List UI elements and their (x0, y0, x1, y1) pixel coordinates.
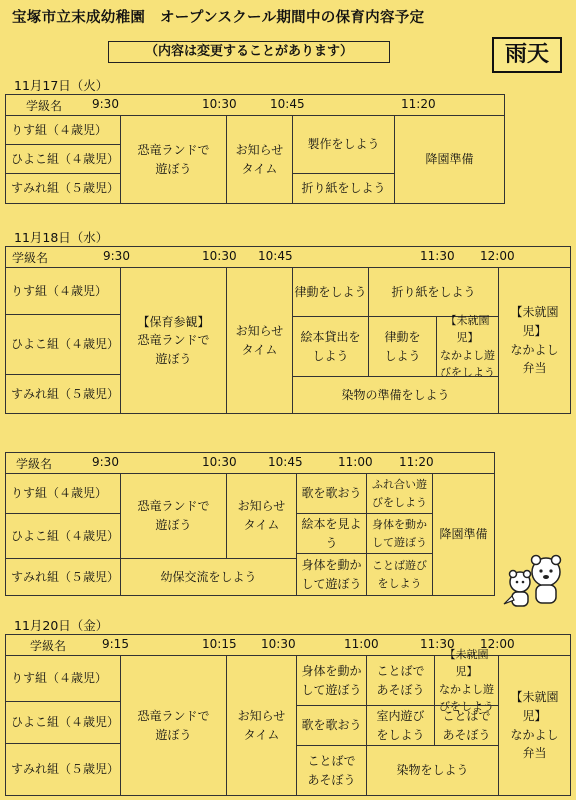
activity-cell: 恐竜ランドで 遊ぼう (120, 115, 226, 203)
time-label: 10:45 (270, 97, 305, 111)
activity-cell: お知らせ タイム (226, 473, 296, 558)
activity-cell: 【未就園児】 なかよし遊 びをしよう (434, 655, 498, 705)
header-class-label: 学級名 (26, 99, 63, 113)
activity-cell: 恐竜ランドで 遊ぼう (120, 655, 226, 795)
time-label: 10:15 (202, 637, 237, 651)
activity-cell: 【未就園児】 なかよし 弁当 (498, 655, 570, 795)
activity-cell: お知らせ タイム (226, 115, 292, 203)
activity-cell: 染物をしよう (366, 745, 498, 795)
date-label: 11月17日（火） (14, 78, 109, 93)
activity-cell: 律動を しよう (368, 316, 436, 376)
activity-cell: 歌を歌おう (296, 705, 366, 745)
activity-cell: 折り紙をしよう (292, 173, 394, 203)
activity-cell: ことば遊び をしよう (366, 553, 432, 595)
class-name: りす組（４歳児） (5, 267, 120, 314)
time-label: 12:00 (480, 249, 515, 263)
header-class-label: 学級名 (16, 457, 53, 471)
time-label: 10:30 (202, 97, 237, 111)
time-label: 11:00 (338, 455, 373, 469)
class-name: ひよこ組（４歳児） (5, 701, 120, 743)
activity-cell: 恐竜ランドで 遊ぼう (120, 473, 226, 558)
activity-cell: 幼保交流をしよう (120, 558, 296, 595)
activity-cell: 降園準備 (394, 115, 504, 203)
header-class-label: 学級名 (30, 639, 67, 653)
class-name: りす組（４歳児） (5, 115, 120, 144)
activity-cell: 【未就園児】 なかよし遊 びをしよう (436, 316, 498, 376)
activity-cell: 絵本を見よう (296, 513, 366, 553)
time-label: 10:45 (258, 249, 293, 263)
class-name: すみれ組（５歳児） (5, 374, 120, 413)
class-name: りす組（４歳児） (5, 473, 120, 513)
class-name: ひよこ組（４歳児） (5, 144, 120, 173)
time-label: 11:30 (420, 637, 455, 651)
date-label: 11月20日（金） (14, 618, 109, 633)
activity-cell: 製作をしよう (292, 115, 394, 173)
time-label: 11:20 (399, 455, 434, 469)
activity-cell: ことばで あそぼう (434, 705, 498, 745)
page-title: 宝塚市立末成幼稚園 オープンスクール期間中の保育内容予定 (12, 10, 425, 26)
time-label: 10:30 (261, 637, 296, 651)
activity-cell: 身体を動か して遊ぼう (296, 655, 366, 705)
time-label: 11:20 (401, 97, 436, 111)
activity-cell: 身体を動か して遊ぼう (296, 553, 366, 595)
activity-cell: お知らせ タイム (226, 267, 292, 413)
activity-cell: 身体を動か して遊ぼう (366, 513, 432, 553)
schedule-table (5, 94, 505, 204)
bear-illustration-icon (500, 548, 570, 610)
time-header (6, 453, 494, 474)
time-label: 12:00 (480, 637, 515, 651)
activity-cell: ことばで あそぼう (366, 655, 434, 705)
time-label: 9:30 (92, 97, 119, 111)
class-name: すみれ組（５歳児） (5, 743, 120, 795)
activity-cell: ことばで あそぼう (296, 745, 366, 795)
schedule-table (5, 634, 571, 796)
time-label: 9:30 (92, 455, 119, 469)
schedule-table (5, 452, 495, 596)
time-header (6, 95, 504, 116)
activity-cell: 折り紙をしよう (368, 267, 498, 316)
activity-cell: お知らせ タイム (226, 655, 296, 795)
schedule-table (5, 246, 571, 414)
date-label: 11月18日（水） (14, 230, 109, 245)
activity-cell: 降園準備 (432, 473, 494, 595)
activity-cell: 律動をしよう (292, 267, 368, 316)
time-label: 11:00 (344, 637, 379, 651)
class-name: すみれ組（５歳児） (5, 173, 120, 203)
activity-cell: 室内遊び をしよう (366, 705, 434, 745)
activity-cell: 【保育参観】 恐竜ランドで 遊ぼう (120, 267, 226, 413)
activity-cell: 絵本貸出を しよう (292, 316, 368, 376)
header-class-label: 学級名 (12, 251, 49, 265)
class-name: りす組（４歳児） (5, 655, 120, 701)
class-name: ひよこ組（４歳児） (5, 513, 120, 558)
change-notice: （内容は変更することがあります） (108, 41, 390, 63)
time-label: 10:30 (202, 249, 237, 263)
time-label: 10:45 (268, 455, 303, 469)
time-label: 10:30 (202, 455, 237, 469)
activity-cell: 【未就園児】 なかよし 弁当 (498, 267, 570, 413)
activity-cell: 歌を歌おう (296, 473, 366, 513)
time-label: 9:30 (103, 249, 130, 263)
time-label: 11:30 (420, 249, 455, 263)
time-label: 9:15 (102, 637, 129, 651)
class-name: ひよこ組（４歳児） (5, 314, 120, 374)
time-header (6, 247, 570, 268)
activity-cell: 染物の準備をしよう (292, 376, 498, 413)
class-name: すみれ組（５歳児） (5, 558, 120, 595)
weather-badge: 雨天 (492, 37, 562, 73)
activity-cell: ふれ合い遊 びをしよう (366, 473, 432, 513)
